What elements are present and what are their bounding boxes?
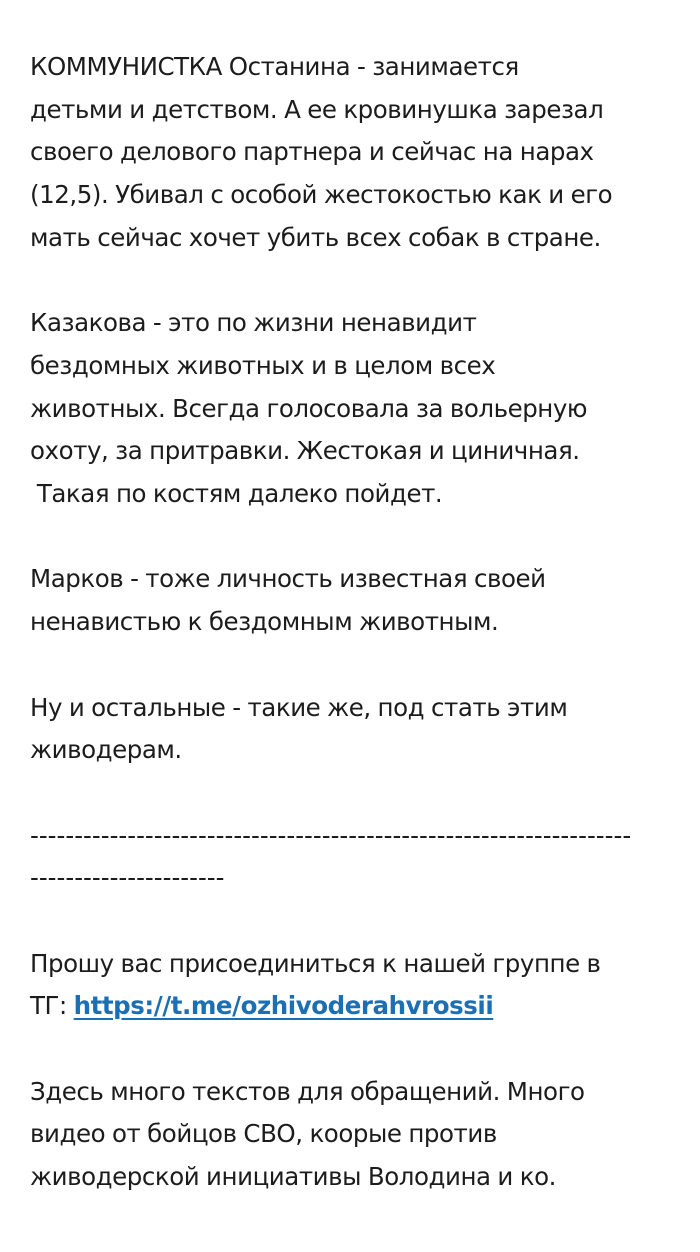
text-line: животных. Всегда голосовала за вольерную <box>30 393 588 423</box>
text-line: живодерам. <box>30 735 182 765</box>
paragraph-others <box>30 687 678 772</box>
text-line: (12,5). Убивал с особой жестокостью как и его <box>30 180 613 210</box>
text-line: Такая по костям далеко пойдет. <box>30 479 443 509</box>
text-line: ненавистью к бездомным животным. <box>30 607 499 637</box>
paragraph-kazakova <box>30 302 678 516</box>
text-line: мать сейчас хочет убить всех собак в стране. <box>30 222 601 252</box>
text-line: живодерской инициативы Володина и ко. <box>30 1162 556 1192</box>
text-line: Прошу вас присоединиться к нашей группе в <box>30 948 601 978</box>
text-line: детьми и детством. А ее кровинушка зарезал <box>30 94 604 124</box>
paragraph-spacer <box>30 260 678 303</box>
telegram-group-link[interactable]: https://t.me/ozhivoderahvrossii <box>73 991 494 1021</box>
post-body <box>30 46 678 1199</box>
text-line: Здесь много текстов для обращений. Много <box>30 1076 585 1106</box>
text-line: Ну и остальные - такие же, под стать этим <box>30 692 568 722</box>
divider-line: ---------------------- <box>30 863 225 893</box>
paragraph-spacer <box>30 1028 678 1071</box>
paragraph-ostanina <box>30 46 678 260</box>
paragraph-spacer <box>30 772 678 815</box>
text-line: Марков - тоже личность известная своей <box>30 564 546 594</box>
text-line-with-link <box>30 985 678 1028</box>
divider-line: -------------------------------------------------------------------- <box>30 820 632 850</box>
text-line: видео от бойцов СВО, коорые против <box>30 1119 497 1149</box>
text-line: КОММУНИСТКА Останина - занимается <box>30 52 519 81</box>
text-line: своего делового партнера и сейчас на нарах <box>30 137 594 167</box>
paragraph-spacer <box>30 900 678 943</box>
paragraph-markov <box>30 558 678 643</box>
paragraph-spacer <box>30 644 678 687</box>
paragraph-videos <box>30 1071 678 1199</box>
text-line: охоту, за притравки. Жестокая и циничная. <box>30 436 580 466</box>
dashed-divider <box>30 815 678 900</box>
paragraph-join-group <box>30 943 678 1028</box>
text-line: Казакова - это по жизни ненавидит <box>30 308 477 338</box>
text-line: бездомных животных и в целом всех <box>30 350 496 380</box>
paragraph-spacer <box>30 516 678 559</box>
link-prefix: ТГ: <box>30 991 74 1021</box>
